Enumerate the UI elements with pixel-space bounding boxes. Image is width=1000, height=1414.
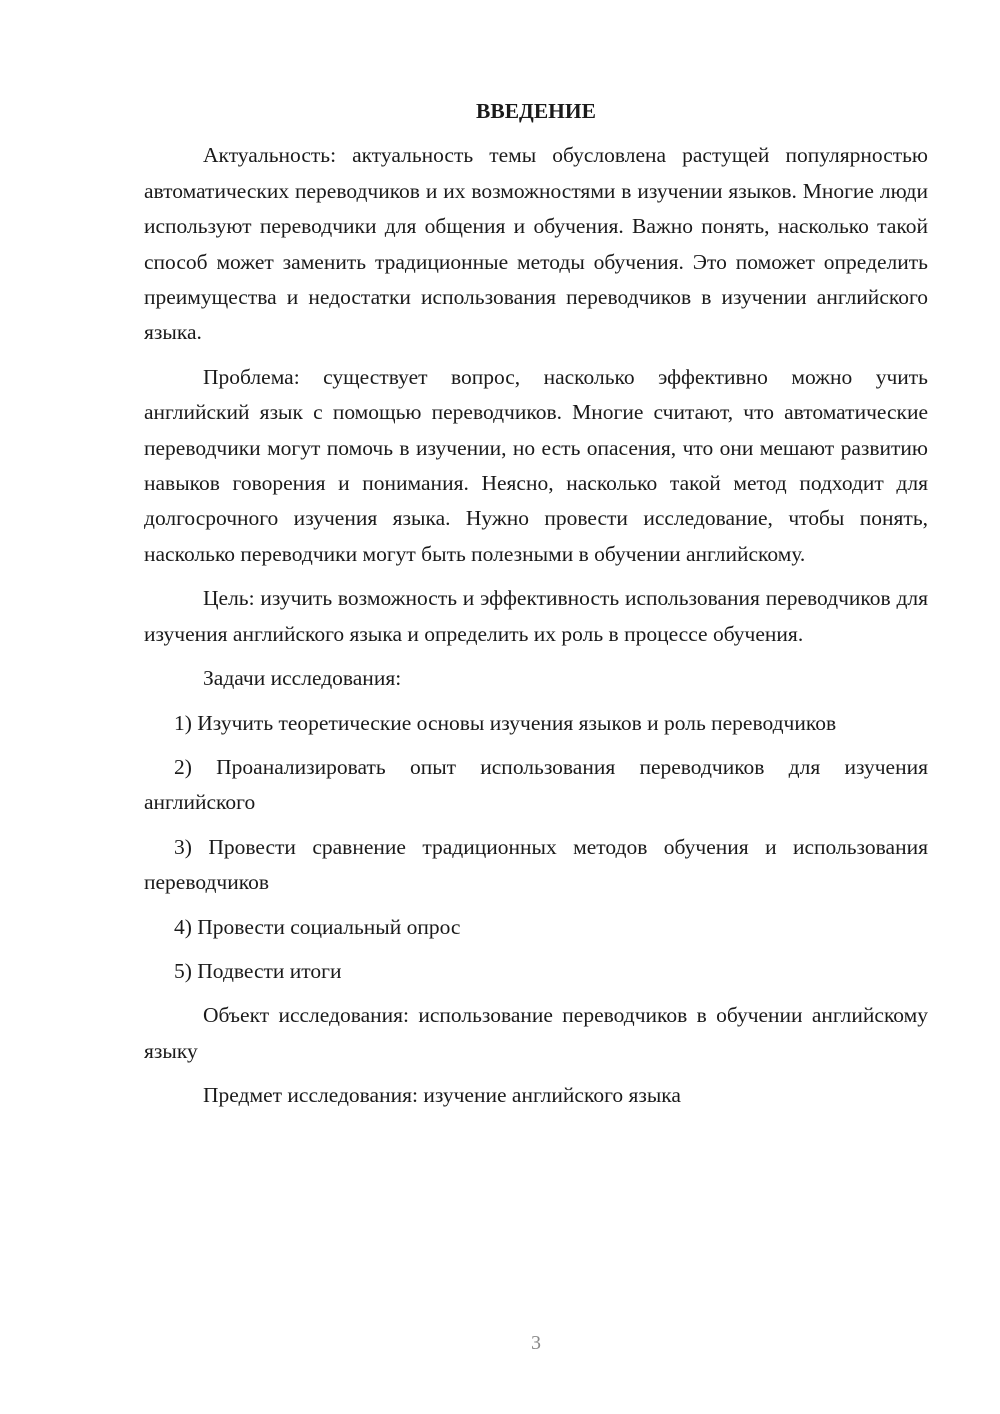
document-body xyxy=(144,94,928,1123)
task-item-1: 1) Изучить теоретические основы изучения языков и роль переводчиков xyxy=(174,710,837,735)
task-item-5: 5) Подвести итоги xyxy=(174,958,342,983)
task-item-3: 3) Провести сравнение традиционных методов обучения и использования переводчиков xyxy=(144,834,928,895)
task-item-2: 2) Проанализировать опыт использования переводчиков для изучения английского xyxy=(144,754,928,815)
section-title: ВВЕДЕНИЕ xyxy=(476,99,596,123)
paragraph-goal: Цель: изучить возможность и эффективность использования переводчиков для изучения английского языка и определить их роль в процессе обучения. xyxy=(144,586,928,646)
paragraph-relevance: Актуальность: актуальность темы обусловлена растущей популярностью автоматических переводчиков и их возможностями в изучении языков. Многие люди используют переводчики для общения и обучения. Важно понять, насколько такой способ может заменить традиционные методы обучения. Это поможет определить преимущества и недостатки использования переводчиков в изучении английского языка. xyxy=(144,143,928,345)
paragraph-subject: Предмет исследования: изучение английского языка xyxy=(203,1083,681,1108)
paragraph-problem: Проблема: существует вопрос, насколько эффективно можно учить английский язык с помощью переводчиков. Многие считают, что автоматические переводчики могут помочь в изучении, но есть опасения, что они мешают развитию навыков говорения и понимания. Неясно, насколько такой метод подходит для долгосрочного изучения языка. Нужно провести исследование, чтобы понять, насколько переводчики могут быть полезными в обучении английскому. xyxy=(144,364,928,566)
task-item-4: 4) Провести социальный опрос xyxy=(174,914,461,939)
page-number: 3 xyxy=(531,1332,541,1354)
paragraph-tasks-heading: Задачи исследования: xyxy=(203,666,402,691)
paragraph-object: Объект исследования: использование переводчиков в обучении английскому языку xyxy=(144,1003,928,1063)
